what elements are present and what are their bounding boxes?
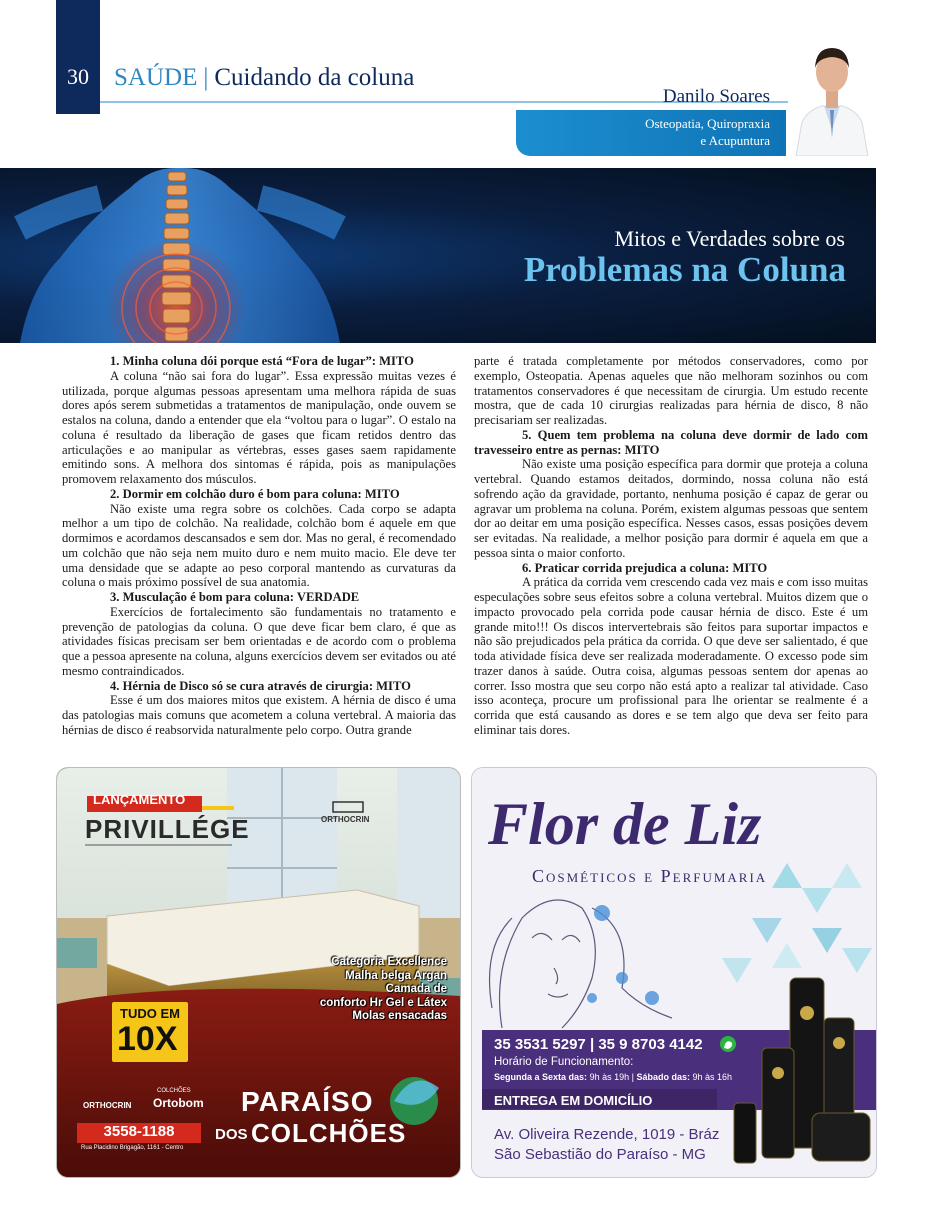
article-heading: 6. Praticar corrida prejudica a coluna: MITO <box>522 560 768 575</box>
article-paragraph: Esse é um dos maiores mitos que existem. A hérnia de disco é uma das patologias mais comuns que acometem a coluna vertebral. A maioria das hérnias de disco é reabsorvida naturalmente pelo corpo. Outra grande <box>62 693 456 737</box>
product-name: PRIVILLÉGE <box>85 814 250 844</box>
logo-orthocrin: ORTHOCRIN <box>83 1101 132 1110</box>
installments-label: TUDO EM <box>120 1006 180 1021</box>
phone-landline[interactable]: 35 3531 5297 <box>494 1036 586 1053</box>
features-list <box>297 956 447 1024</box>
article-heading: 1. Minha coluna dói porque está “Fora de lugar”: MITO <box>110 354 414 368</box>
store-address: Rua Placidino Brigagão, 1161 - Centro <box>81 1145 184 1151</box>
article-heading: 2. Dormir em colchão duro é bom para coluna: MITO <box>110 486 400 501</box>
feature-item: Malha belga Argan <box>345 969 447 982</box>
article-paragraph: Exercícios de fortalecimento são fundamentais no tratamento e prevenção de patologias da coluna. O que deve ficar bem claro, é que as atividades físicas precisam ser bem orientadas e de acordo com o problema que a pessoa apresente na coluna, alguns exercícios devem ser evitados ou até mesmo contraindicados. <box>62 604 456 678</box>
delivery-label: ENTREGA EM DOMICÍLIO <box>494 1093 653 1108</box>
installments-value: 10X <box>117 1020 178 1058</box>
mattress-advertisement[interactable] <box>56 767 461 1178</box>
brand-name: ORTHOCRIN <box>321 815 370 824</box>
article-paragraph: Não existe uma posição específica para dormir que proteja a coluna vertebral. Quando estamos deitados, dormindo, nossa coluna não está sofrendo ação da gravidade, portanto, nenhuma posição é capaz de gerar ou agravar um problema na coluna. Porém, existem algumas pessoas que sentem dor ao deitar em uma posição específica. Nesses casos, essas posições devem ser evitadas. Na realidade, a melhor posição para dormir é aquela em que a pessoa sinta o maior conforto. <box>474 457 868 560</box>
cosmetics-tagline: Cosméticos e Perfumaria <box>532 866 768 886</box>
article-column-left <box>62 354 456 738</box>
author-name: Danilo Soares <box>662 86 770 107</box>
store-phone[interactable]: 3558-1188 <box>103 1123 175 1140</box>
hero-title-line1: Mitos e Verdades sobre os <box>614 226 845 251</box>
hours-title: Horário de Funcionamento: <box>494 1056 634 1068</box>
store-name-dos: DOS <box>215 1126 248 1143</box>
article-heading: 4. Hérnia de Disco só se cura através de cirurgia: MITO <box>110 678 411 693</box>
address-line2: São Sebastião do Paraíso - MG <box>494 1146 706 1163</box>
logo-ortobom: Ortobom <box>153 1096 204 1110</box>
cosmetics-advertisement[interactable] <box>471 767 877 1178</box>
section-heading <box>114 64 414 92</box>
author-specialty <box>560 115 770 149</box>
phone-mobile[interactable]: 35 9 8703 4142 <box>598 1036 703 1053</box>
hours-saturday: 9h às 16h <box>692 1072 733 1082</box>
feature-item: conforto Hr Gel e Látex <box>319 996 447 1009</box>
section-name: SAÚDE <box>114 64 198 91</box>
section-separator: | <box>203 64 209 91</box>
cosmetics-brand: Flor de Liz <box>488 791 762 857</box>
page-tab <box>56 0 100 114</box>
hours-weekday: 9h às 19h <box>589 1072 630 1082</box>
hours-details: Segunda a Sexta das: 9h às 19h | Sábado das: 9h às 16h <box>494 1072 733 1082</box>
author-portrait <box>788 38 876 156</box>
article-heading: 3. Musculação é bom para coluna: VERDADE <box>110 590 360 604</box>
hours-weekday-label: Segunda a Sexta das: <box>494 1072 588 1082</box>
article-column-right <box>474 354 868 738</box>
feature-item: Camada de <box>385 983 447 995</box>
hours-saturday-label: Sábado das: <box>636 1072 690 1082</box>
phone-numbers: 35 3531 5297 | 35 9 8703 4142 <box>494 1036 703 1053</box>
author-specialty-line2: e Acupuntura <box>700 133 770 148</box>
address-line1: Av. Oliveira Rezende, 1019 - Bráz <box>494 1126 720 1143</box>
logo-ortobom-small: COLCHÕES <box>157 1088 191 1094</box>
launch-ribbon-label: LANÇAMENTO <box>93 792 186 807</box>
article-paragraph: A prática da corrida vem crescendo cada vez mais e com isso muitas especulações sobre seus efeitos sobre a coluna vertebral. Muitos dizem que o impacto provocado pela corrida pode causar hérnia de disco. Este é um grande mito!!! Os discos intervertebrais são feitos para suportar impactos e não são prejudicados pela prática da corrida. O que deve ser salientado, é que toda atividade física deve ser realizada moderadamente. O excesso pode sim trazer danos à saúde. Outra coisa, algumas pessoas sentem dor apenas ao correr. Isso mostra que seu corpo não está apto a realizar tal atividade. Caso isso aconteça, procure um profissional para lhe orientar se realmente é a corrida que está causando as dores e se tem algo que deva ser feito para eliminar tais dores. <box>474 575 868 737</box>
section-subtitle: Cuidando da coluna <box>214 64 415 91</box>
store-name-line2: COLCHÕES <box>251 1118 407 1148</box>
hero-title-line2: Problemas na Coluna <box>523 250 846 289</box>
feature-item: Categoria Excellence <box>331 956 447 968</box>
feature-item: Molas ensacadas <box>352 1010 447 1022</box>
page-number: 30 <box>67 64 89 89</box>
article-paragraph: A coluna “não sai fora do lugar”. Essa expressão muitas vezes é utilizada, porque algumas pessoas apresentam uma melhora rápida de suas dores após serem submetidas a tratamentos de manipulação, onde ouvem se estalos na coluna, dando a entender que ela “voltou para o lugar”. O estalo na coluna é resultado da liberação de gases que ficam retidos dentro das articulações e ao manipular as vértebras, esses gases saem rapidamente emitindo sons. A melhora dos sintomas é rápida, pois as manipulações promovem relaxamento dos músculos. <box>62 368 456 486</box>
author-specialty-line1: Osteopatia, Quiropraxia <box>645 116 770 131</box>
store-name-line1: PARAÍSO <box>241 1086 374 1117</box>
article-paragraph: Não existe uma regra sobre os colchões. Cada corpo se adapta melhor a um tipo de colchão. Na realidade, colchão bom é aquele em que dormimos e acordamos descansados e sem dor. Mas no geral, é recomendado um colchão que não seja nem muito duro e nem muito macio. Ele deve ter uma densidade que se adapte ao peso corporal mantendo as curvaturas da coluna o mais próximo possível de sua anatomia. <box>62 501 456 590</box>
article-heading: 5. Quem tem problema na coluna deve dormir de lado com travesseiro entre as pernas: MITO <box>474 427 868 457</box>
article-paragraph-continued: parte é tratada completamente por métodos conservadores, como por exemplo, Osteopatia. Apenas aqueles que não melhoram sozinhos ou com tratamentos conservadores é que necessitam de cirurgia. Um estudo recente mostra, que de cada 10 cirurgias realizadas para hérnia de disco, 8 não precisariam ser realizadas. <box>474 354 868 427</box>
